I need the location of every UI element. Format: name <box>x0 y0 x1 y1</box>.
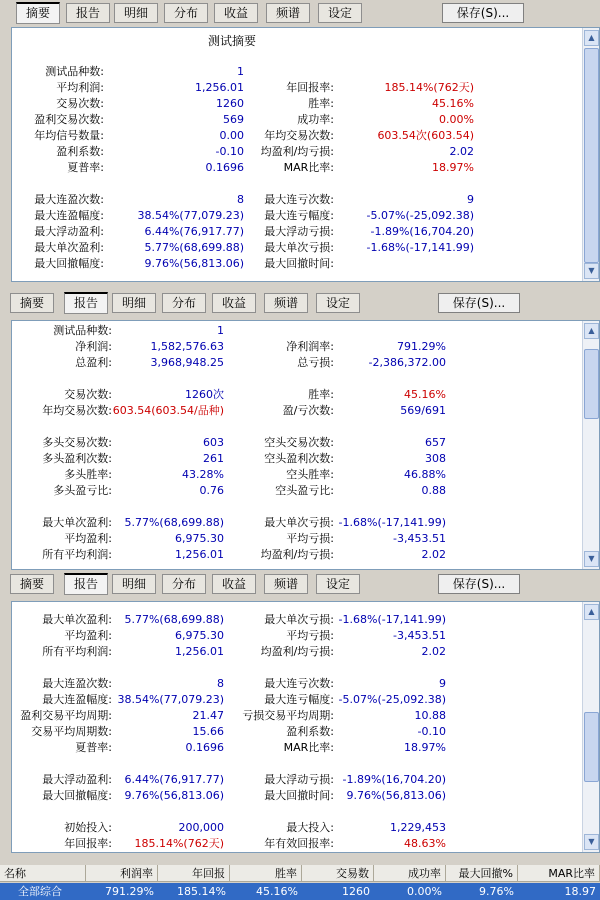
stat-label: 盈利系数: <box>286 725 334 738</box>
stat-value: 200,000 <box>178 821 224 834</box>
stat-value: 1,256.01 <box>175 548 224 561</box>
stat-value: 0.00% <box>439 113 474 126</box>
stat-value: -5.07%(-25,092.38) <box>366 209 474 222</box>
stat-value: 15.66 <box>192 725 224 738</box>
stat-value: -1.89%(16,704.20) <box>342 773 446 786</box>
stat-row <box>12 387 572 403</box>
stat-row <box>12 740 572 756</box>
stat-label: 最大回撤幅度: <box>42 789 112 802</box>
column-header[interactable]: 年回报 <box>158 865 230 882</box>
stat-row <box>12 547 572 563</box>
stat-value: 8 <box>237 193 244 206</box>
tab-settings[interactable]: 设定 <box>318 3 362 23</box>
scroll-down-icon[interactable]: ▼ <box>584 263 599 279</box>
table-cell: 1260 <box>342 885 370 898</box>
tab-summary[interactable]: 摘要 <box>16 2 60 24</box>
stat-label: 测试品种数: <box>45 65 104 78</box>
tab-returns[interactable]: 收益 <box>212 574 256 594</box>
table-cell: 0.00% <box>407 885 442 898</box>
stat-label: 年回报率: <box>286 81 334 94</box>
stat-row <box>12 80 572 96</box>
stat-row <box>12 724 572 740</box>
stat-label: 平均利润: <box>56 81 104 94</box>
tab-report[interactable]: 报告 <box>64 292 108 314</box>
column-header[interactable]: 成功率 <box>374 865 446 882</box>
stat-value: 45.16% <box>404 388 446 401</box>
stat-label: 盈/亏次数: <box>282 404 334 417</box>
stat-value: 0.88 <box>421 484 446 497</box>
stat-label: 最大连盈次数: <box>34 193 104 206</box>
stat-label: 交易次数: <box>64 388 112 401</box>
panel-report-scrolled <box>0 571 600 861</box>
stat-value: 21.47 <box>192 709 224 722</box>
stat-label: 最大单次盈利: <box>34 241 104 254</box>
stat-label: 均盈利/均亏损: <box>260 645 334 658</box>
stat-label: 最大浮动盈利: <box>42 773 112 786</box>
stat-value: 1,256.01 <box>175 645 224 658</box>
stat-row <box>12 644 572 660</box>
stat-row <box>12 531 572 547</box>
stat-label: 年均交易次数: <box>42 404 112 417</box>
stat-label: 最大单次亏损: <box>264 516 334 529</box>
stat-value: 603.54次(603.54) <box>377 129 474 142</box>
table-cell: 全部综合 <box>18 885 62 898</box>
table-cell: 18.97 <box>564 885 596 898</box>
tab-spectrum[interactable]: 频谱 <box>266 3 310 23</box>
stat-value: 18.97% <box>432 161 474 174</box>
stat-value: 603 <box>203 436 224 449</box>
table-row[interactable] <box>0 883 600 900</box>
scroll-up-icon[interactable]: ▲ <box>584 604 599 620</box>
stat-value: -1.68%(-17,141.99) <box>338 516 446 529</box>
column-header[interactable]: 利润率 <box>86 865 158 882</box>
stat-value: 1260 <box>216 97 244 110</box>
stat-row <box>12 612 572 628</box>
stat-row <box>12 64 572 80</box>
stat-value: 603.54(603.54/品种) <box>112 404 224 417</box>
stat-label: 多头盈利次数: <box>42 452 112 465</box>
stat-value: 9.76%(56,813.06) <box>124 789 224 802</box>
stat-row <box>12 323 572 339</box>
stat-value: 2.02 <box>421 645 446 658</box>
stat-label: 空头交易次数: <box>264 436 334 449</box>
stat-value: 5.77%(68,699.88) <box>124 516 224 529</box>
scroll-up-icon[interactable]: ▲ <box>584 323 599 339</box>
stat-value: 185.14%(762天) <box>384 81 474 94</box>
stat-label: 夏普率: <box>75 741 112 754</box>
table-cell: 9.76% <box>479 885 514 898</box>
tab-settings[interactable]: 设定 <box>316 574 360 594</box>
save-button[interactable]: 保存(S)... <box>438 574 520 594</box>
stat-label: 初始投入: <box>64 821 112 834</box>
tab-spectrum[interactable]: 频谱 <box>264 293 308 313</box>
stat-label: 最大浮动亏损: <box>264 773 334 786</box>
scroll-down-icon[interactable]: ▼ <box>584 551 599 567</box>
stat-label: 最大投入: <box>286 821 334 834</box>
stat-row <box>12 355 572 371</box>
stat-value: 8 <box>217 677 224 690</box>
stat-label: 空头盈亏比: <box>275 484 334 497</box>
stat-value: 48.63% <box>404 837 446 850</box>
table-cell: 791.29% <box>105 885 154 898</box>
stat-value: 9.76%(56,813.06) <box>346 789 446 802</box>
results-table <box>0 863 600 900</box>
stat-row <box>12 692 572 708</box>
scrollbar[interactable] <box>582 602 599 852</box>
stat-label: 净利润率: <box>286 340 334 353</box>
stat-label: 盈利系数: <box>56 145 104 158</box>
stat-value: 6,975.30 <box>175 629 224 642</box>
stat-row <box>12 128 572 144</box>
tab-distribution[interactable]: 分布 <box>164 3 208 23</box>
stat-value: 6.44%(76,917.77) <box>124 773 224 786</box>
stat-value: -1.68%(-17,141.99) <box>366 241 474 254</box>
stat-value: 45.16% <box>432 97 474 110</box>
stat-label: 最大单次盈利: <box>42 613 112 626</box>
stat-label: 最大连盈幅度: <box>42 693 112 706</box>
stat-label: 所有平均利润: <box>42 548 112 561</box>
stat-label: 最大单次亏损: <box>264 613 334 626</box>
tab-detail[interactable]: 明细 <box>112 574 156 594</box>
stat-label: 最大浮动盈利: <box>34 225 104 238</box>
stat-label: 净利润: <box>75 340 112 353</box>
stat-value: 1,582,576.63 <box>150 340 224 353</box>
stat-row <box>12 467 572 483</box>
stat-label: 空头盈利次数: <box>264 452 334 465</box>
stat-row <box>12 208 572 224</box>
summary-content <box>11 27 600 282</box>
stat-label: 交易次数: <box>56 97 104 110</box>
tab-summary[interactable]: 摘要 <box>10 574 54 594</box>
tab-report[interactable]: 报告 <box>66 3 110 23</box>
stat-label: 最大连亏幅度: <box>264 209 334 222</box>
stat-value: 1 <box>217 324 224 337</box>
stat-label: 盈利交易次数: <box>34 113 104 126</box>
stat-label: 多头胜率: <box>64 468 112 481</box>
scrollbar[interactable] <box>582 321 599 569</box>
save-button[interactable]: 保存(S)... <box>438 293 520 313</box>
stat-row <box>12 240 572 256</box>
tab-distribution[interactable]: 分布 <box>162 574 206 594</box>
panel-summary <box>0 0 600 290</box>
tab-returns[interactable]: 收益 <box>212 293 256 313</box>
scroll-thumb[interactable] <box>584 712 599 782</box>
stat-value: 0.1696 <box>205 161 244 174</box>
scrollbar[interactable] <box>582 28 599 281</box>
tab-returns[interactable]: 收益 <box>214 3 258 23</box>
scroll-thumb[interactable] <box>584 349 599 419</box>
stat-label: 最大回撤幅度: <box>34 257 104 270</box>
stat-value: -1.89%(16,704.20) <box>370 225 474 238</box>
stat-row <box>12 708 572 724</box>
stat-value: 18.97% <box>404 741 446 754</box>
column-header[interactable]: 交易数 <box>302 865 374 882</box>
stat-value: 5.77%(68,699.88) <box>144 241 244 254</box>
tab-bar <box>0 571 600 597</box>
stat-value: -5.07%(-25,092.38) <box>338 693 446 706</box>
stat-value: 1,229,453 <box>390 821 446 834</box>
stat-row <box>12 788 572 804</box>
stat-label: 最大连亏次数: <box>264 677 334 690</box>
tab-settings[interactable]: 设定 <box>316 293 360 313</box>
stat-label: 交易平均周期数: <box>31 725 112 738</box>
stat-row <box>12 339 572 355</box>
stat-row <box>12 628 572 644</box>
tab-bar <box>0 290 600 316</box>
stat-value: 9 <box>439 677 446 690</box>
stat-value: 2.02 <box>449 145 474 158</box>
stat-value: -3,453.51 <box>393 532 446 545</box>
scroll-up-icon[interactable]: ▲ <box>584 30 599 46</box>
stat-label: 最大单次亏损: <box>264 241 334 254</box>
stat-label: 空头胜率: <box>286 468 334 481</box>
stat-label: 多头交易次数: <box>42 436 112 449</box>
stat-label: 测试品种数: <box>53 324 112 337</box>
stat-row <box>12 160 572 176</box>
stat-value: -0.10 <box>417 725 446 738</box>
stat-label: 所有平均利润: <box>42 645 112 658</box>
table-cell: 45.16% <box>256 885 298 898</box>
column-header[interactable]: MAR比率 <box>518 865 600 882</box>
stat-label: MAR比率: <box>283 741 334 754</box>
stat-row <box>12 435 572 451</box>
stat-label: 最大连盈幅度: <box>34 209 104 222</box>
stat-value: 2.02 <box>421 548 446 561</box>
stat-value: 261 <box>203 452 224 465</box>
stat-value: 657 <box>425 436 446 449</box>
stat-value: 791.29% <box>397 340 446 353</box>
stat-value: 3,968,948.25 <box>150 356 224 369</box>
stat-row <box>12 836 572 852</box>
column-header[interactable]: 名称 <box>0 865 86 882</box>
stat-label: 平均亏损: <box>286 532 334 545</box>
stat-value: 569/691 <box>400 404 446 417</box>
stat-label: 胜率: <box>308 97 334 110</box>
column-header[interactable]: 最大回撤% <box>446 865 518 882</box>
stat-value: 38.54%(77,079.23) <box>137 209 244 222</box>
scroll-down-icon[interactable]: ▼ <box>584 834 599 850</box>
stat-value: 0.00 <box>219 129 244 142</box>
stat-row <box>12 676 572 692</box>
tab-spectrum[interactable]: 频谱 <box>264 574 308 594</box>
page-title: 测试摘要 <box>208 34 257 48</box>
stat-label: 多头盈亏比: <box>53 484 112 497</box>
stat-row <box>12 96 572 112</box>
stat-label: 年回报率: <box>64 837 112 850</box>
stat-value: 1,256.01 <box>195 81 244 94</box>
stat-value: 46.88% <box>404 468 446 481</box>
stat-label: 盈利交易平均周期: <box>20 709 112 722</box>
stat-value: 308 <box>425 452 446 465</box>
stat-value: 6,975.30 <box>175 532 224 545</box>
stat-label: 最大回撤时间: <box>264 789 334 802</box>
stat-row <box>12 451 572 467</box>
stat-label: 总亏损: <box>297 356 334 369</box>
stat-row <box>12 483 572 499</box>
stat-value: 1 <box>237 65 244 78</box>
stat-label: 最大连亏幅度: <box>264 693 334 706</box>
stat-value: 38.54%(77,079.23) <box>117 693 224 706</box>
stat-row <box>12 772 572 788</box>
stat-value: 1260次 <box>185 388 224 401</box>
stat-row <box>12 144 572 160</box>
stat-value: 9.76%(56,813.06) <box>144 257 244 270</box>
stat-value: 569 <box>223 113 244 126</box>
column-header[interactable]: 胜率 <box>230 865 302 882</box>
stat-value: 5.77%(68,699.88) <box>124 613 224 626</box>
stat-label: 平均盈利: <box>64 629 112 642</box>
stat-row <box>12 256 572 272</box>
tab-detail[interactable]: 明细 <box>114 3 158 23</box>
stat-label: 成功率: <box>297 113 334 126</box>
tab-report[interactable]: 报告 <box>64 573 108 595</box>
stat-row <box>12 403 572 419</box>
stat-row <box>12 224 572 240</box>
stat-value: -3,453.51 <box>393 629 446 642</box>
panel-report <box>0 290 600 570</box>
stat-row <box>12 192 572 208</box>
stat-value: 0.76 <box>199 484 224 497</box>
stat-label: 平均亏损: <box>286 629 334 642</box>
stat-row <box>12 112 572 128</box>
stat-value: 43.28% <box>182 468 224 481</box>
stat-label: 最大回撤时间: <box>264 257 334 270</box>
stat-label: 最大连亏次数: <box>264 193 334 206</box>
stat-label: 最大连盈次数: <box>42 677 112 690</box>
tab-detail[interactable]: 明细 <box>112 293 156 313</box>
stat-label: 胜率: <box>308 388 334 401</box>
stat-label: 总盈利: <box>75 356 112 369</box>
stat-value: 0.1696 <box>185 741 224 754</box>
stat-label: 年有效回报率: <box>264 837 334 850</box>
stat-value: -2,386,372.00 <box>368 356 446 369</box>
stat-label: 亏损交易平均周期: <box>242 709 334 722</box>
stat-value: 6.44%(76,917.77) <box>144 225 244 238</box>
report-content-scrolled <box>11 601 600 853</box>
stat-label: 年均交易次数: <box>264 129 334 142</box>
stat-label: 最大单次盈利: <box>42 516 112 529</box>
table-cell: 185.14% <box>177 885 226 898</box>
tab-summary[interactable]: 摘要 <box>10 293 54 313</box>
tab-distribution[interactable]: 分布 <box>162 293 206 313</box>
stat-label: 最大浮动亏损: <box>264 225 334 238</box>
stat-label: MAR比率: <box>283 161 334 174</box>
save-button[interactable]: 保存(S)... <box>442 3 524 23</box>
tab-bar <box>0 0 600 26</box>
report-content <box>11 320 600 570</box>
stat-label: 平均盈利: <box>64 532 112 545</box>
stat-label: 年均信号数量: <box>34 129 104 142</box>
stat-value: 185.14%(762天) <box>134 837 224 850</box>
stat-value: -1.68%(-17,141.99) <box>338 613 446 626</box>
stat-row <box>12 820 572 836</box>
stat-value: -0.10 <box>215 145 244 158</box>
scroll-thumb[interactable] <box>584 48 599 263</box>
stat-value: 10.88 <box>414 709 446 722</box>
stat-label: 夏普率: <box>67 161 104 174</box>
stat-value: 9 <box>467 193 474 206</box>
stat-label: 均盈利/均亏损: <box>260 145 334 158</box>
stat-label: 均盈利/均亏损: <box>260 548 334 561</box>
stat-row <box>12 515 572 531</box>
